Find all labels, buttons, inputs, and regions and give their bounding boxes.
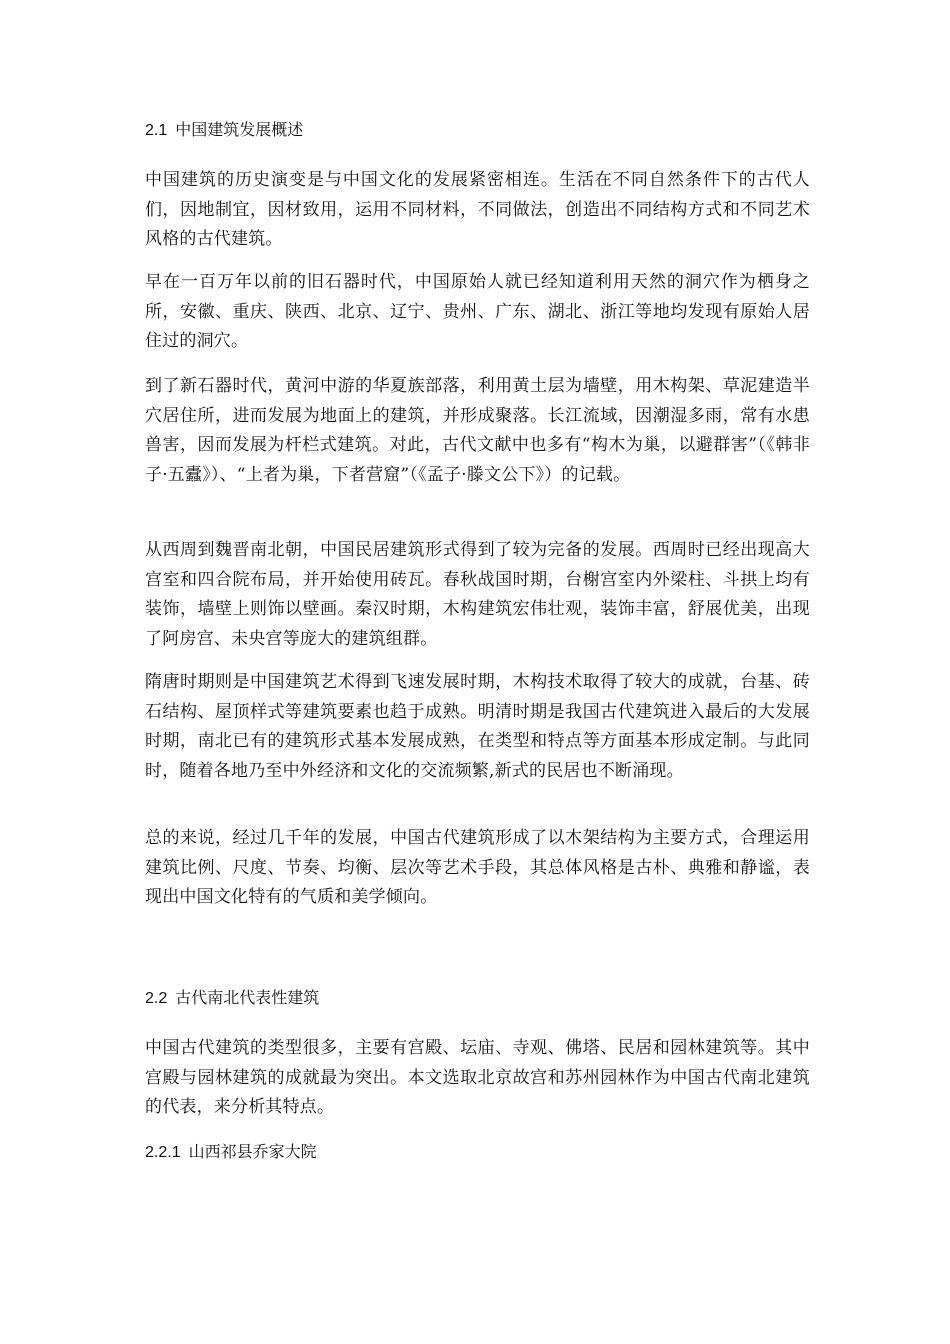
section-heading-2-2-1	[145, 1140, 317, 1165]
section-title: 山西祁县乔家大院	[188, 1142, 317, 1161]
paragraph: 总的来说，经过几千年的发展，中国古代建筑形成了以木架结构为主要方式，合理运用建筑比例、尺度、节奏、均衡、层次等艺术手段，其总体风格是古朴、典雅和静谧，表现出中国文化特有的气质和美学倾向。	[145, 828, 810, 907]
section-title: 古代南北代表性建筑	[175, 988, 320, 1007]
section-title: 中国建筑发展概述	[175, 120, 304, 139]
paragraph: 到了新石器时代，黄河中游的华夏族部落，利用黄土层为墙壁，用木构架、草泥建造半穴居住所，进而发展为地面上的建筑，并形成聚落。长江流域，因潮湿多雨，常有水患兽害，因而发展为杆栏式建筑。对此，古代文献中也多有“构木为巢，以避群害”（《韩非子·五蠹》）、“上者为巢，下者营窟”（《孟子·滕文公下》）的记载。	[145, 376, 810, 485]
section-number: 2.2	[145, 990, 168, 1007]
paragraph: 从西周到魏晋南北朝，中国民居建筑形式得到了较为完备的发展。西周时已经出现高大宫室和四合院布局，并开始使用砖瓦。春秋战国时期，台榭宫室内外梁柱、斗拱上均有装饰，墙壁上则饰以壁画。秦汉时期，木构建筑宏伟壮观，装饰丰富，舒展优美，出现了阿房宫、未央宫等庞大的建筑组群。	[145, 540, 810, 649]
section-number: 2.2.1	[145, 1144, 181, 1161]
paragraph: 早在一百万年以前的旧石器时代，中国原始人就已经知道利用天然的洞穴作为栖身之所，安徽、重庆、陕西、北京、辽宁、贵州、广东、湖北、浙江等地均发现有原始人居住过的洞穴。	[145, 272, 810, 351]
section-heading-2-2	[145, 986, 319, 1011]
section-heading-2-1	[145, 118, 303, 143]
section-number: 2.1	[145, 122, 168, 139]
paragraph: 中国古代建筑的类型很多，主要有宫殿、坛庙、寺观、佛塔、民居和园林建筑等。其中宫殿与园林建筑的成就最为突出。本文选取北京故宫和苏州园林作为中国古代南北建筑的代表，来分析其特点。	[145, 1038, 810, 1117]
paragraph: 隋唐时期则是中国建筑艺术得到飞速发展时期，木构技术取得了较大的成就，台基、砖石结构、屋顶样式等建筑要素也趋于成熟。明清时期是我国古代建筑进入最后的大发展时期，南北已有的建筑形式基本发展成熟，在类型和特点等方面基本形成定制。与此同时，随着各地乃至中外经济和文化的交流频繁,新式的民居也不断涌现。	[145, 672, 810, 781]
paragraph: 中国建筑的历史演变是与中国文化的发展紧密相连。生活在不同自然条件下的古代人们，因地制宜，因材致用，运用不同材料，不同做法，创造出不同结构方式和不同艺术风格的古代建筑。	[145, 170, 810, 249]
